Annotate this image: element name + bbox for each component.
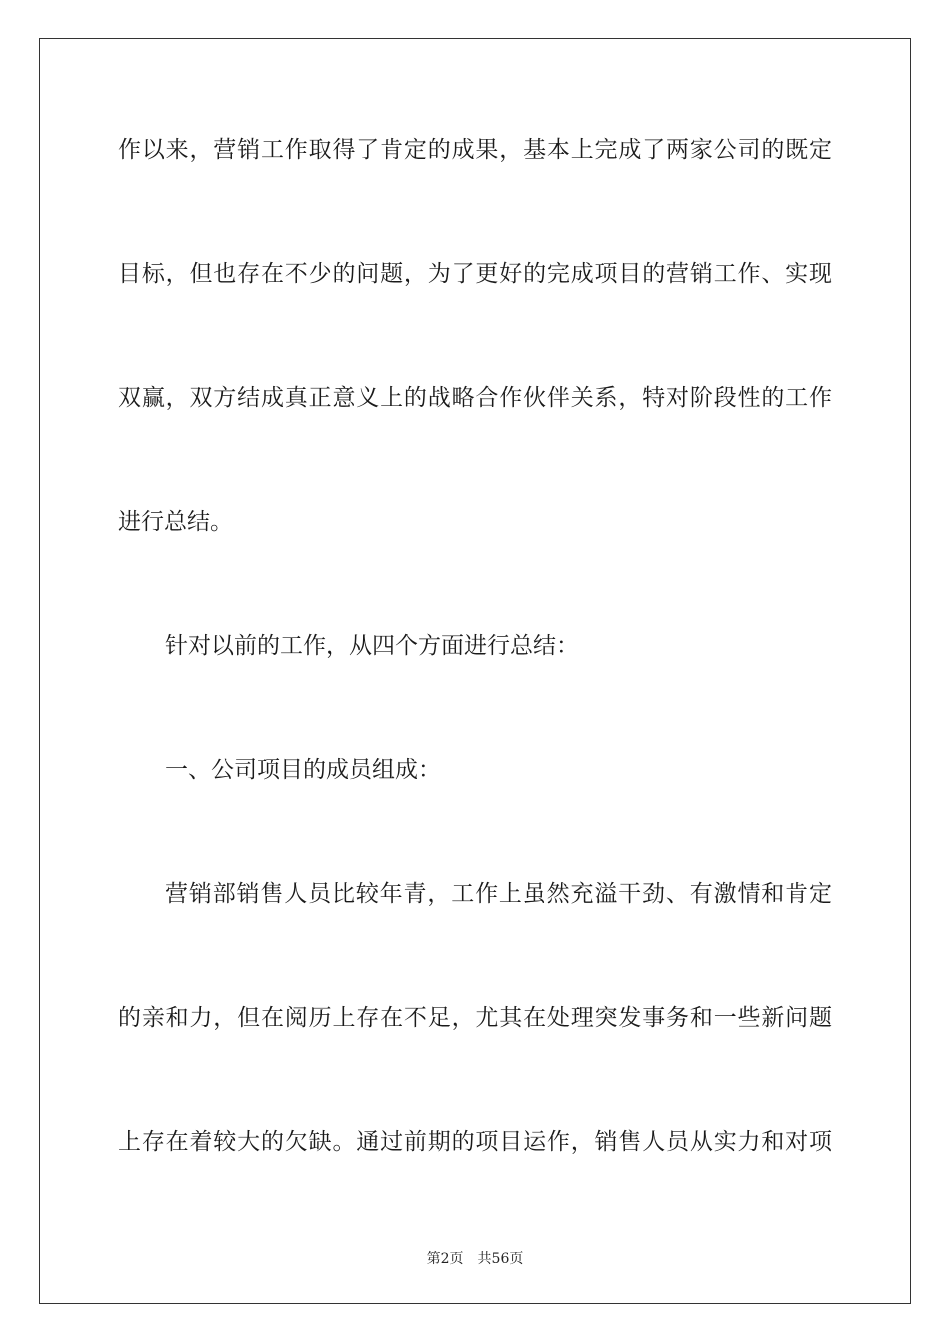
page-number: 第2页 bbox=[426, 1251, 464, 1267]
paragraph-line: 双赢，双方结成真正意义上的战略合作伙伴关系，特对阶段性的工作 bbox=[118, 385, 832, 411]
paragraph-line: 目标，但也存在不少的问题，为了更好的完成项目的营销工作、实现 bbox=[118, 261, 832, 287]
page-footer bbox=[0, 1250, 950, 1268]
paragraph-line: 营销部销售人员比较年青，工作上虽然充溢干劲、有激情和肯定 bbox=[165, 881, 832, 907]
total-pages: 共56页 bbox=[477, 1251, 524, 1267]
paragraph-line: 进行总结。 bbox=[118, 509, 233, 535]
section-heading: 一、公司项目的成员组成： bbox=[165, 757, 441, 783]
paragraph-line: 作以来，营销工作取得了肯定的成果，基本上完成了两家公司的既定 bbox=[118, 137, 832, 163]
page-border bbox=[39, 38, 911, 1304]
paragraph-line: 的亲和力，但在阅历上存在不足，尤其在处理突发事务和一些新问题 bbox=[118, 1005, 832, 1031]
paragraph-line: 上存在着较大的欠缺。通过前期的项目运作，销售人员从实力和对项 bbox=[118, 1129, 832, 1155]
paragraph-line: 针对以前的工作，从四个方面进行总结： bbox=[165, 633, 579, 659]
